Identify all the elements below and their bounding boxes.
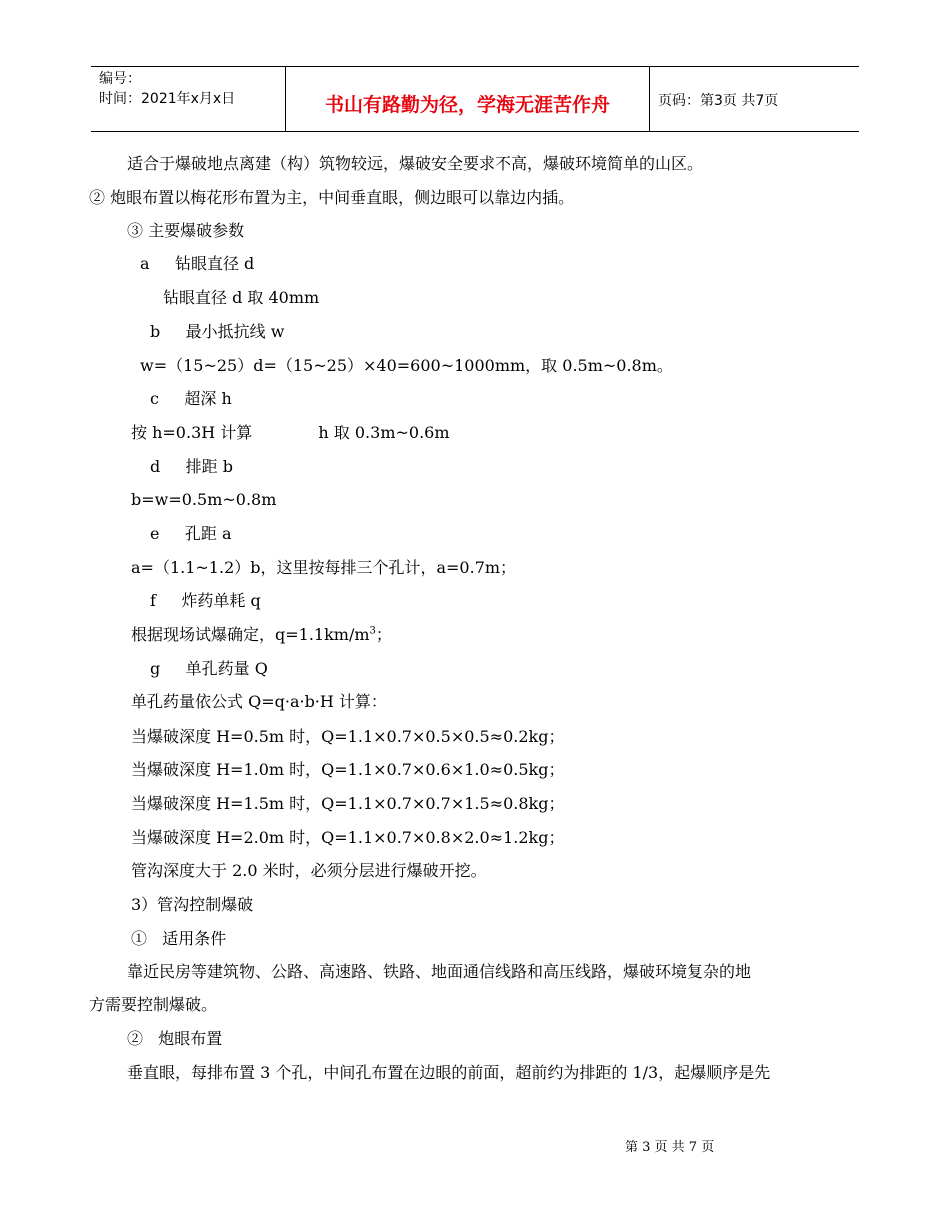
page-footer: 第 3 页 共 7 页 bbox=[625, 1140, 715, 1155]
parameter-heading: b 最小抵抗线 w bbox=[150, 322, 285, 341]
paragraph-line: 靠近民房等建筑物、公路、高速路、铁路、地面通信线路和高压线路，爆破环境复杂的地 bbox=[127, 962, 752, 981]
header-meta bbox=[91, 67, 286, 131]
document-date: 时间：2021年x月x日 bbox=[99, 91, 236, 107]
formula-line: 按 h=0.3H 计算 h 取 0.3m~0.6m bbox=[131, 423, 450, 442]
header-page-number: 页码：第3页 共7页 bbox=[658, 93, 779, 109]
subsection-heading: ② 炮眼布置 bbox=[127, 1029, 223, 1048]
parameter-heading: g 单孔药量 Q bbox=[150, 659, 268, 678]
formula-line: 当爆破深度 H=1.0m 时，Q=1.1×0.7×0.6×1.0≈0.5kg； bbox=[131, 760, 565, 779]
formula-line: b=w=0.5m~0.8m bbox=[131, 490, 277, 509]
paragraph-line: 管沟深度大于 2.0 米时，必须分层进行爆破开挖。 bbox=[131, 861, 487, 880]
parameter-heading: e 孔距 a bbox=[150, 524, 232, 543]
formula-line bbox=[131, 625, 392, 645]
formula-line: 单孔药量依公式 Q=q·a·b·H 计算： bbox=[131, 692, 387, 711]
header-motto: 书山有路勤为径，学海无涯苦作舟 bbox=[286, 67, 650, 131]
formula-line: w=（15~25）d=（15~25）×40=600~1000mm，取 0.5m~0.8m。 bbox=[140, 356, 673, 375]
paragraph-line: ② 炮眼布置以梅花形布置为主，中间垂直眼，侧边眼可以靠边内插。 bbox=[89, 188, 575, 207]
parameter-heading: c 超深 h bbox=[150, 389, 232, 408]
section-heading: ③ 主要爆破参数 bbox=[127, 221, 245, 240]
q-value-text: 根据现场试爆确定，q=1.1km/m bbox=[131, 625, 370, 644]
formula-line: 当爆破深度 H=2.0m 时，Q=1.1×0.7×0.8×2.0≈1.2kg； bbox=[131, 828, 565, 847]
parameter-heading: d 排距 b bbox=[150, 457, 234, 476]
cubic-superscript: 3 bbox=[369, 625, 376, 637]
document-number-label: 编号： bbox=[99, 71, 141, 87]
page-header bbox=[91, 66, 859, 132]
paragraph-line: 钻眼直径 d 取 40mm bbox=[163, 288, 320, 307]
formula-line: 当爆破深度 H=1.5m 时，Q=1.1×0.7×0.7×1.5≈0.8kg； bbox=[131, 794, 565, 813]
section-heading: 3）管沟控制爆破 bbox=[131, 895, 254, 914]
formula-line: 当爆破深度 H=0.5m 时，Q=1.1×0.7×0.5×0.5≈0.2kg； bbox=[131, 727, 565, 746]
parameter-heading: f 炸药单耗 q bbox=[150, 591, 261, 610]
q-value-tail: ； bbox=[375, 625, 392, 644]
subsection-heading: ① 适用条件 bbox=[131, 929, 227, 948]
parameter-heading: a 钻眼直径 d bbox=[140, 254, 255, 273]
paragraph-line: 方需要控制爆破。 bbox=[89, 995, 218, 1014]
formula-line: a=（1.1~1.2）b，这里按每排三个孔计，a=0.7m； bbox=[131, 558, 517, 577]
paragraph-line: 垂直眼，每排布置 3 个孔，中间孔布置在边眼的前面，超前约为排距的 1/3，起爆顺序是先 bbox=[127, 1063, 771, 1082]
paragraph-line: 适合于爆破地点离建（构）筑物较远，爆破安全要求不高，爆破环境简单的山区。 bbox=[127, 154, 704, 173]
